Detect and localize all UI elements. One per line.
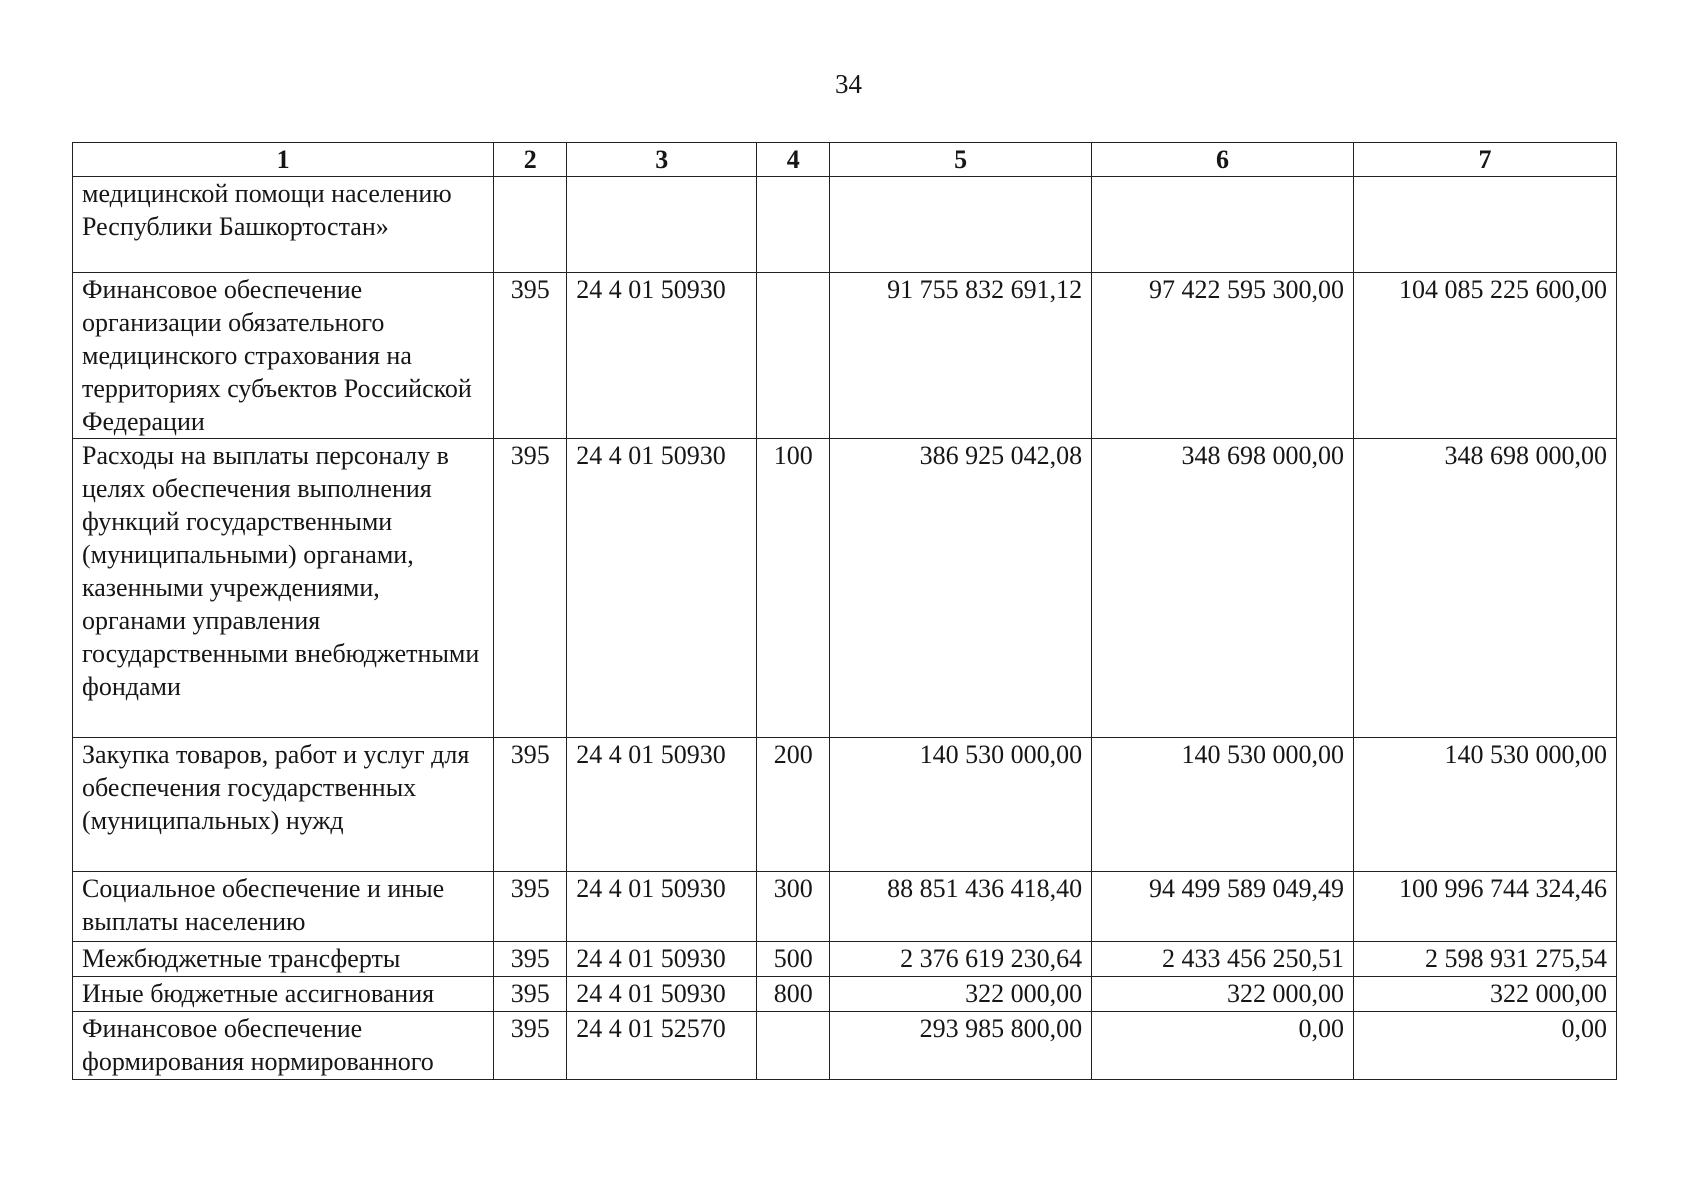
row-value-5: 386 925 042,08	[830, 439, 1092, 738]
table-row	[73, 738, 1617, 872]
row-value-5: 322 000,00	[830, 977, 1092, 1012]
row-code-3: 24 4 01 52570	[567, 1012, 757, 1080]
row-code-3	[567, 177, 757, 273]
row-code-4	[757, 273, 830, 439]
row-value-6: 348 698 000,00	[1092, 439, 1354, 738]
table-row	[73, 273, 1617, 439]
row-description: Финансовое обеспечение организации обязательного медицинского страхования на территориях субъектов Российской Федерации	[73, 273, 494, 439]
row-code-4: 300	[757, 872, 830, 942]
row-code-3: 24 4 01 50930	[567, 439, 757, 738]
row-value-7: 104 085 225 600,00	[1353, 273, 1616, 439]
row-value-5: 140 530 000,00	[830, 738, 1092, 872]
row-value-7: 348 698 000,00	[1353, 439, 1616, 738]
column-header-2: 2	[494, 143, 567, 177]
budget-table	[72, 142, 1617, 1080]
table-row	[73, 177, 1617, 273]
row-value-5: 2 376 619 230,64	[830, 942, 1092, 977]
row-value-6: 0,00	[1092, 1012, 1354, 1080]
row-value-7: 140 530 000,00	[1353, 738, 1616, 872]
row-description: Расходы на выплаты персоналу в целях обеспечения выполнения функций государственными (муниципальными) органами, казенными учреждениями, органами управления государственными внебюджетными фондами	[73, 439, 494, 738]
column-header-1: 1	[73, 143, 494, 177]
table-row	[73, 977, 1617, 1012]
row-code-2: 395	[494, 439, 567, 738]
row-description: Межбюджетные трансферты	[73, 942, 494, 977]
row-code-2: 395	[494, 738, 567, 872]
column-header-5: 5	[830, 143, 1092, 177]
row-description: Иные бюджетные ассигнования	[73, 977, 494, 1012]
row-value-7: 322 000,00	[1353, 977, 1616, 1012]
row-value-5: 91 755 832 691,12	[830, 273, 1092, 439]
column-header-4: 4	[757, 143, 830, 177]
row-code-4: 800	[757, 977, 830, 1012]
row-code-2: 395	[494, 273, 567, 439]
row-description: Закупка товаров, работ и услуг для обеспечения государственных (муниципальных) нужд	[73, 738, 494, 872]
row-code-3: 24 4 01 50930	[567, 273, 757, 439]
row-code-3: 24 4 01 50930	[567, 738, 757, 872]
table-row	[73, 942, 1617, 977]
column-header-6: 6	[1092, 143, 1354, 177]
table-row	[73, 439, 1617, 738]
row-value-6: 97 422 595 300,00	[1092, 273, 1354, 439]
row-value-6	[1092, 177, 1354, 273]
row-code-2: 395	[494, 942, 567, 977]
row-value-5: 88 851 436 418,40	[830, 872, 1092, 942]
row-value-7: 0,00	[1353, 1012, 1616, 1080]
row-code-4: 500	[757, 942, 830, 977]
row-code-2	[494, 177, 567, 273]
page-number: 34	[835, 69, 862, 99]
row-description: Социальное обеспечение и иные выплаты населению	[73, 872, 494, 942]
row-code-4	[757, 177, 830, 273]
row-value-7: 100 996 744 324,46	[1353, 872, 1616, 942]
row-code-2: 395	[494, 977, 567, 1012]
row-description: медицинской помощи населению Республики Башкортостан»	[73, 177, 494, 273]
row-code-3: 24 4 01 50930	[567, 942, 757, 977]
row-code-4: 100	[757, 439, 830, 738]
table-header-row	[73, 143, 1617, 177]
row-code-2: 395	[494, 1012, 567, 1080]
row-description: Финансовое обеспечение формирования нормированного	[73, 1012, 494, 1080]
row-value-7: 2 598 931 275,54	[1353, 942, 1616, 977]
row-code-4	[757, 1012, 830, 1080]
row-value-6: 322 000,00	[1092, 977, 1354, 1012]
table-row	[73, 1012, 1617, 1080]
table-row	[73, 872, 1617, 942]
row-code-4: 200	[757, 738, 830, 872]
column-header-3: 3	[567, 143, 757, 177]
column-header-7: 7	[1353, 143, 1616, 177]
row-value-7	[1353, 177, 1616, 273]
row-value-6: 94 499 589 049,49	[1092, 872, 1354, 942]
row-value-5	[830, 177, 1092, 273]
row-code-3: 24 4 01 50930	[567, 872, 757, 942]
row-value-6: 140 530 000,00	[1092, 738, 1354, 872]
row-code-3: 24 4 01 50930	[567, 977, 757, 1012]
row-code-2: 395	[494, 872, 567, 942]
row-value-5: 293 985 800,00	[830, 1012, 1092, 1080]
row-value-6: 2 433 456 250,51	[1092, 942, 1354, 977]
